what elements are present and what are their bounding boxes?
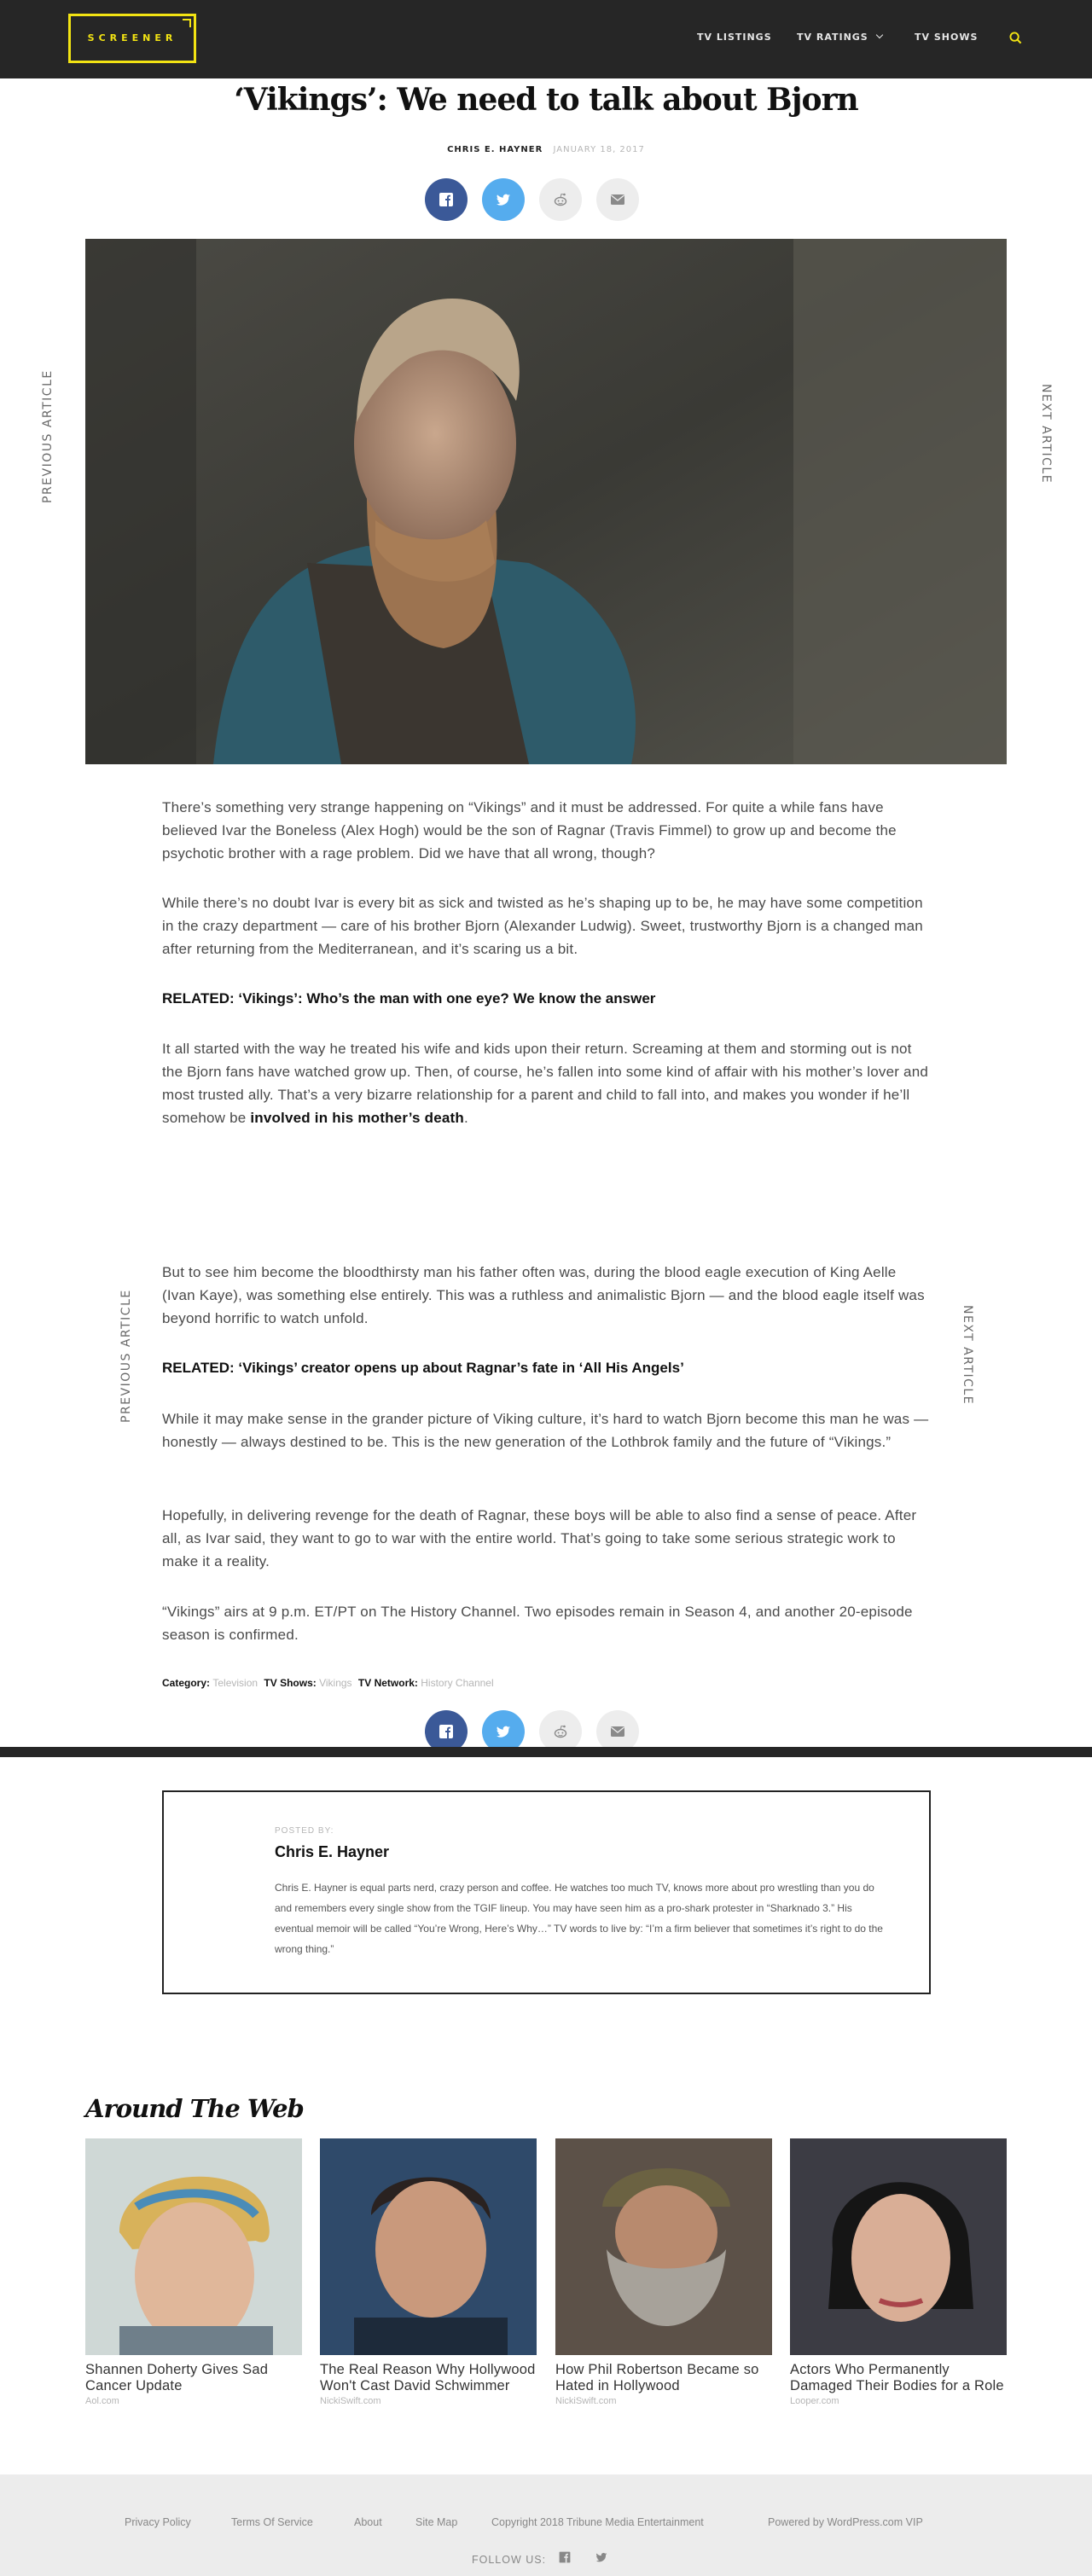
footer-copyright: Copyright 2018 Tribune Media Entertainment xyxy=(491,2516,704,2528)
tv-show-link[interactable]: Vikings xyxy=(319,1677,352,1689)
reddit-icon xyxy=(552,191,569,208)
article-taxonomy xyxy=(162,1677,497,1689)
author-link[interactable]: CHRIS E. HAYNER xyxy=(447,145,543,154)
share-reddit-button[interactable] xyxy=(539,178,582,221)
paragraph-3 xyxy=(162,1037,930,1129)
share-facebook-button[interactable] xyxy=(425,178,468,221)
email-icon xyxy=(609,191,626,208)
logo-corner-mark xyxy=(183,19,191,27)
mothers-death-link[interactable]: involved in his mother’s death xyxy=(250,1110,464,1126)
footer-site-map[interactable]: Site Map xyxy=(415,2516,458,2528)
nav-tv-ratings[interactable] xyxy=(797,32,882,43)
facebook-icon[interactable] xyxy=(558,2550,572,2564)
card-source: NickiSwift.com xyxy=(555,2396,617,2406)
email-icon xyxy=(609,1723,626,1740)
chevron-down-icon xyxy=(875,32,882,38)
site-logo[interactable] xyxy=(68,14,196,63)
site-header xyxy=(0,0,1092,78)
card-source: NickiSwift.com xyxy=(320,2396,381,2406)
recommended-card[interactable] xyxy=(320,2138,537,2406)
paragraph-6: Hopefully, in delivering revenge for the death of Ragnar, these boys will be able to also find a sense of peace. After all, as Ivar said, they want to go to war with the entire world. That’s going to take some serious strategic work to make it a reality. xyxy=(162,1507,917,1569)
search-icon[interactable] xyxy=(1009,32,1022,44)
card-thumbnail xyxy=(85,2138,302,2355)
footer-about[interactable]: About xyxy=(354,2516,382,2528)
share-twitter-button[interactable] xyxy=(482,178,525,221)
twitter-icon xyxy=(495,1723,512,1740)
posted-by-label: POSTED BY: xyxy=(275,1826,334,1836)
card-thumbnail xyxy=(320,2138,537,2355)
hero-image xyxy=(85,239,1007,764)
paragraph-3-text: It all started with the way he treated his wife and kids upon their return. Screaming at them and storming out is not the Bjorn fans have watched grow up. Then, of course, he’s fallen into some kind of affair with his mother’s lover and most trusted ally. That’s a very bizarre relationship for a parent and child to fall into, and makes you wonder if he’ll somehow be xyxy=(162,1041,929,1126)
author-bio: Chris E. Hayner is equal parts nerd, crazy person and coffee. He watches too much TV, knows more about pro wrestling than you do and remembers every single show from the TGIF lineup. You may have seen him as a pro-shark protester in “Sharknado 3.” His eventual memoir will be called “You’re Wrong, Here’s Why…” TV words to live by: “I’m a firm believer that sometimes it’s right to do the wrong thing.” xyxy=(275,1882,883,1955)
hero-illustration xyxy=(85,239,1007,764)
facebook-icon xyxy=(438,191,455,208)
author-box xyxy=(162,1790,931,1994)
site-footer xyxy=(0,2474,1092,2576)
next-article-link[interactable]: NEXT ARTICLE xyxy=(1039,384,1053,484)
footer-terms-of-service[interactable]: Terms Of Service xyxy=(231,2516,313,2528)
around-the-web-title: Around The Web xyxy=(85,2094,304,2123)
card-source: Aol.com xyxy=(85,2396,119,2406)
card-caption: The Real Reason Why Hollywood Won't Cast David Schwimmer xyxy=(320,2362,536,2393)
paragraph-7: “Vikings” airs at 9 p.m. ET/PT on The History Channel. Two episodes remain in Season 4, and another 20-episode season is confirmed. xyxy=(162,1604,913,1643)
card-caption: Actors Who Permanently Damaged Their Bodies for a Role xyxy=(790,2362,1004,2393)
previous-article-link-2[interactable]: PREVIOUS ARTICLE xyxy=(119,1289,133,1423)
nav-tv-listings[interactable]: TV LISTINGS xyxy=(697,32,772,43)
article-title: ‘Vikings’: We need to talk about Bjorn xyxy=(234,82,858,118)
paragraph-3-end: . xyxy=(463,1110,468,1126)
twitter-icon xyxy=(495,191,512,208)
follow-us-label: FOLLOW US: xyxy=(472,2554,547,2566)
footer-powered-by[interactable]: Powered by WordPress.com VIP xyxy=(768,2516,923,2528)
twitter-icon[interactable] xyxy=(595,2550,608,2564)
paragraph-2: While there’s no doubt Ivar is every bit as sick and twisted as he’s shaping up to be, he may have some competition in the crazy department — care of his brother Bjorn (Alexander Ludwig). Sweet, trustworthy Bjorn is a changed man after returning from the Mediterranean, and it’s scaring us a bit. xyxy=(162,895,923,957)
footer-privacy-policy[interactable]: Privacy Policy xyxy=(125,2516,191,2528)
author-box-name[interactable]: Chris E. Hayner xyxy=(275,1843,390,1860)
tv-network-label: TV Network: xyxy=(357,1677,418,1689)
reddit-icon xyxy=(552,1723,569,1740)
card-thumbnail xyxy=(555,2138,772,2355)
card-thumbnail xyxy=(790,2138,1007,2355)
nav-tv-shows[interactable]: TV SHOWS xyxy=(915,32,979,43)
card-caption: How Phil Robertson Became so Hated in Hollywood xyxy=(555,2362,759,2393)
logo-text: SCREENER xyxy=(87,32,177,44)
paragraph-5: While it may make sense in the grander picture of Viking culture, it’s hard to watch Bjorn become this man he was — honestly — always destined to be. This is the new generation of the Lothbrok family and the future of “Vikings.” xyxy=(162,1411,929,1450)
nav-tv-ratings-label: TV RATINGS xyxy=(797,32,868,43)
tv-shows-label: TV Shows: xyxy=(264,1677,317,1689)
previous-article-link[interactable]: PREVIOUS ARTICLE xyxy=(41,369,55,503)
related-link-1[interactable]: RELATED: ‘Vikings’: Who’s the man with one eye? We know the answer xyxy=(162,990,656,1007)
share-email-button[interactable] xyxy=(596,178,639,221)
card-source: Looper.com xyxy=(790,2396,839,2406)
paragraph-4: But to see him become the bloodthirsty man his father often was, during the blood eagle execution of King Aelle (Ivan Kaye), was something else entirely. This was a ruthless and animalistic Bjorn — and the blood eagle itself was beyond horrific to watch unfold. xyxy=(162,1264,925,1326)
category-link[interactable]: Television xyxy=(212,1677,258,1689)
facebook-icon xyxy=(438,1723,455,1740)
card-caption: Shannen Doherty Gives Sad Cancer Update xyxy=(85,2362,269,2393)
next-article-link-2[interactable]: NEXT ARTICLE xyxy=(961,1305,974,1406)
share-row-top xyxy=(0,178,1092,221)
recommended-card[interactable] xyxy=(555,2138,772,2406)
publish-date: JANUARY 18, 2017 xyxy=(553,145,645,154)
recommended-card[interactable] xyxy=(790,2138,1007,2406)
paragraph-1: There’s something very strange happening on “Vikings” and it must be addressed. For quite a while fans have believed Ivar the Boneless (Alex Hogh) would be the son of Ragnar (Travis Fimmel) to grow up and become the psychotic brother with a rage problem. Did we have that all wrong, though? xyxy=(162,799,897,862)
byline xyxy=(0,145,1092,154)
recommended-card[interactable] xyxy=(85,2138,302,2406)
category-label: Category: xyxy=(162,1677,211,1689)
section-divider-bar xyxy=(0,1747,1092,1757)
tv-network-link[interactable]: History Channel xyxy=(421,1677,494,1689)
related-link-2[interactable]: RELATED: ‘Vikings’ creator opens up about Ragnar’s fate in ‘All His Angels’ xyxy=(162,1360,684,1376)
